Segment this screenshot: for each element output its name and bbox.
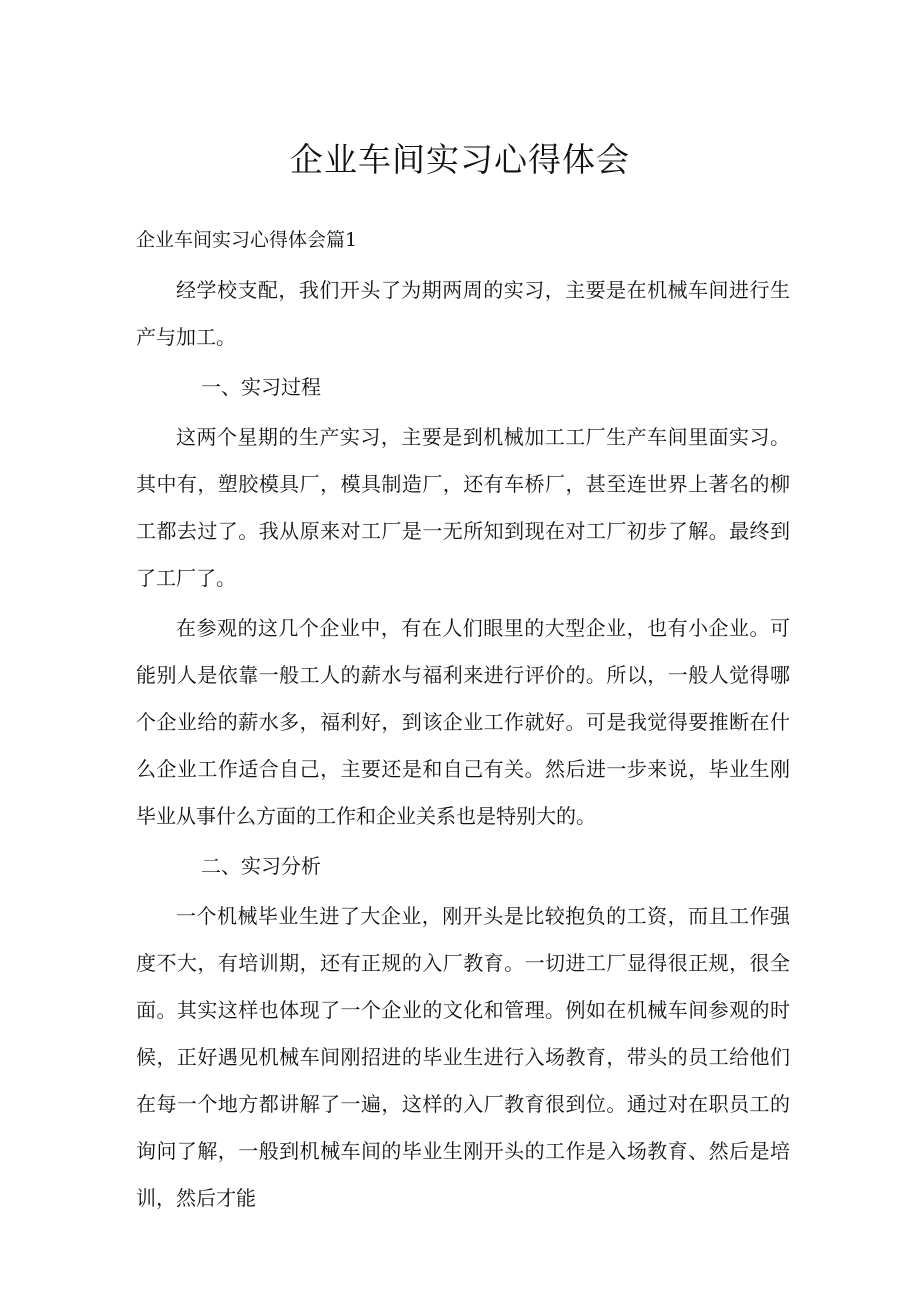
section-subtitle: 企业车间实习心得体会篇1 bbox=[136, 229, 358, 251]
document-body bbox=[136, 217, 790, 1225]
section-heading: 一、实习过程 bbox=[201, 375, 321, 399]
paragraph: 一个机械毕业生进了大企业，刚开头是比较抱负的工资，而且工作强度不大，有培训期，还有正规的入厂教育。一切进工厂显得很正规，很全面。其实这样也体现了一个企业的文化和管理。例如在机械车间参观的时候，正好遇见机械车间刚招进的毕业生进行入场教育，带头的员工给他们在每一个地方都讲解了一遍，这样的入厂教育很到位。通过对在职员工的询问了解，一般到机械车间的毕业生刚开头的工作是入场教育、然后是培训，然后才能 bbox=[136, 904, 790, 1210]
paragraph: 经学校支配，我们开头了为期两周的实习，主要是在机械车间进行生产与加工。 bbox=[136, 278, 790, 349]
section-heading: 二、实习分析 bbox=[201, 854, 321, 878]
document-title: 企业车间实习心得体会 bbox=[290, 140, 630, 179]
paragraph: 在参观的这几个企业中，有在人们眼里的大型企业，也有小企业。可能别人是依靠一般工人的薪水与福利来进行评价的。所以，一般人觉得哪个企业给的薪水多，福利好，到该企业工作就好。可是我觉得要推断在什么企业工作适合自己，主要还是和自己有关。然后进一步来说，毕业生刚毕业从事什么方面的工作和企业关系也是特别大的。 bbox=[136, 616, 790, 828]
paragraph: 这两个星期的生产实习，主要是到机械加工工厂生产车间里面实习。其中有，塑胶模具厂，模具制造厂，还有车桥厂，甚至连世界上著名的柳工都去过了。我从原来对工厂是一无所知到现在对工厂初步了解。最终到了工厂了。 bbox=[136, 425, 790, 590]
